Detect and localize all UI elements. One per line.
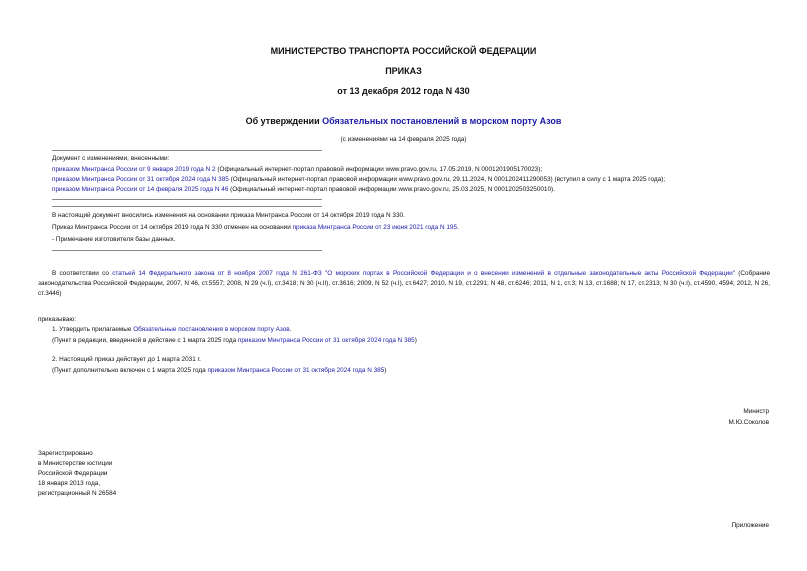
order-item-2: 2. Настоящий приказ действует до 1 марта 2031 г. — [52, 356, 201, 363]
order-item-1-note-suffix: ) — [414, 337, 417, 344]
order-item-1-suffix: . — [289, 326, 292, 333]
order-item-1-prefix: 1. Утвердить прилагаемые — [52, 326, 134, 333]
change-item — [52, 186, 555, 193]
change-text: (Официальный интернет-портал правовой информации www.pravo.gov.ru, 17.05.2019, N 0001201905170023); — [215, 166, 543, 173]
note-line-2 — [52, 224, 459, 231]
order-item-1 — [52, 326, 291, 333]
preamble-law-link[interactable]: статьей 14 Федерального закона от 8 ноября 2007 года N 261-ФЗ "О морских портах в Российской Федерации и о внесении изменений в отдельные законодательные акты Российской Федерации" — [112, 270, 736, 277]
change-item — [52, 166, 542, 173]
change-item — [52, 176, 665, 183]
preamble-prefix: В соответствии со — [52, 270, 113, 277]
registration-line: Российской Федерации — [38, 470, 108, 477]
note-line-2-link[interactable]: приказа Минтранса России от 23 июня 2021 года N 195 — [292, 224, 458, 231]
document-title — [0, 116, 807, 126]
title-prefix: Об утверждении — [245, 116, 323, 126]
divider — [52, 199, 322, 200]
change-link[interactable]: приказом Минтранса России от 14 февраля 2025 года N 46 — [52, 186, 229, 193]
registration-line: 18 января 2013 года, — [38, 480, 101, 487]
change-link[interactable]: приказом Минтранса России от 31 октября 2024 года N 385 — [52, 176, 229, 183]
preamble-suffix: (Собрание законодательства Российской Федерации, 2007, N 46, ст.5557; 2008, N 29 (ч.I), ст.3418; N 30 (ч.II), ст.3616; 2009, N 52 (ч.I), ст.6427; 2010, N 19, ст.2291; N 48, ст.6246; 2011, N 1, ст.3; N 13, ст.1688; N 17, ст.2313; N 30 (ч.I), ст.4590, 4594; 2012, N 26, ст.3446) — [38, 270, 771, 297]
note-line-1: В настоящий документ вносились изменения на основании приказа Минтранса России от 14 октября 2019 года N 330. — [52, 212, 405, 219]
signature-position: Министр — [743, 408, 769, 415]
date-number-heading: от 13 декабря 2012 года N 430 — [337, 86, 470, 96]
doc-type-heading: ПРИКАЗ — [385, 66, 422, 76]
appendix-label: Приложение — [731, 522, 769, 529]
note-line-2-suffix: . — [457, 224, 459, 231]
order-item-2-note — [52, 367, 386, 374]
title-link[interactable]: Обязательных постановлений в морском порту Азов — [322, 116, 562, 126]
note-line-3: - Примечание изготовителя базы данных. — [52, 236, 176, 243]
note-line-2-prefix: Приказ Минтранса России от 14 октября 2019 года N 330 отменен на основании — [52, 224, 293, 231]
order-verb: приказываю: — [38, 316, 76, 323]
registration-line: регистрационный N 26584 — [38, 490, 117, 497]
order-item-1-note-link[interactable]: приказом Минтранса России от 31 октября 2024 года N 385 — [237, 337, 415, 344]
divider — [52, 250, 322, 251]
order-item-1-note — [52, 337, 417, 344]
divider — [52, 206, 322, 207]
revision-note: (с изменениями на 14 февраля 2025 года) — [340, 136, 467, 143]
order-item-1-note-prefix: (Пункт в редакции, введенной в действие с 1 марта 2025 года — [52, 337, 238, 344]
order-item-2-note-prefix: (Пункт дополнительно включен с 1 марта 2025 года — [52, 367, 208, 374]
order-item-1-link[interactable]: Обязательные постановления в морском порту Азов — [133, 326, 290, 333]
change-link[interactable]: приказом Минтранса России от 9 января 2019 года N 2 — [52, 166, 216, 173]
order-item-2-note-suffix: ) — [384, 367, 387, 374]
preamble-paragraph — [38, 269, 770, 299]
change-text: (Официальный интернет-портал правовой информации www.pravo.gov.ru, 29.11.2024, N 0001202411290053) (вступил в силу с 1 марта 2025 года); — [228, 176, 666, 183]
signature-name: М.Ю.Соколов — [728, 419, 769, 426]
changes-intro: Документ с изменениями, внесенными: — [52, 155, 170, 162]
ministry-heading: МИНИСТЕРСТВО ТРАНСПОРТА РОССИЙСКОЙ ФЕДЕРАЦИИ — [270, 46, 537, 56]
order-item-2-note-link[interactable]: приказом Минтранса России от 31 октября 2024 года N 385 — [207, 367, 385, 374]
change-text: (Официальный интернет-портал правовой информации www.pravo.gov.ru, 25.03.2025, N 0001202503250010). — [228, 186, 555, 193]
divider — [52, 150, 322, 151]
registration-line: Зарегистрировано — [38, 450, 93, 457]
registration-line: в Министерстве юстиции — [38, 460, 113, 467]
